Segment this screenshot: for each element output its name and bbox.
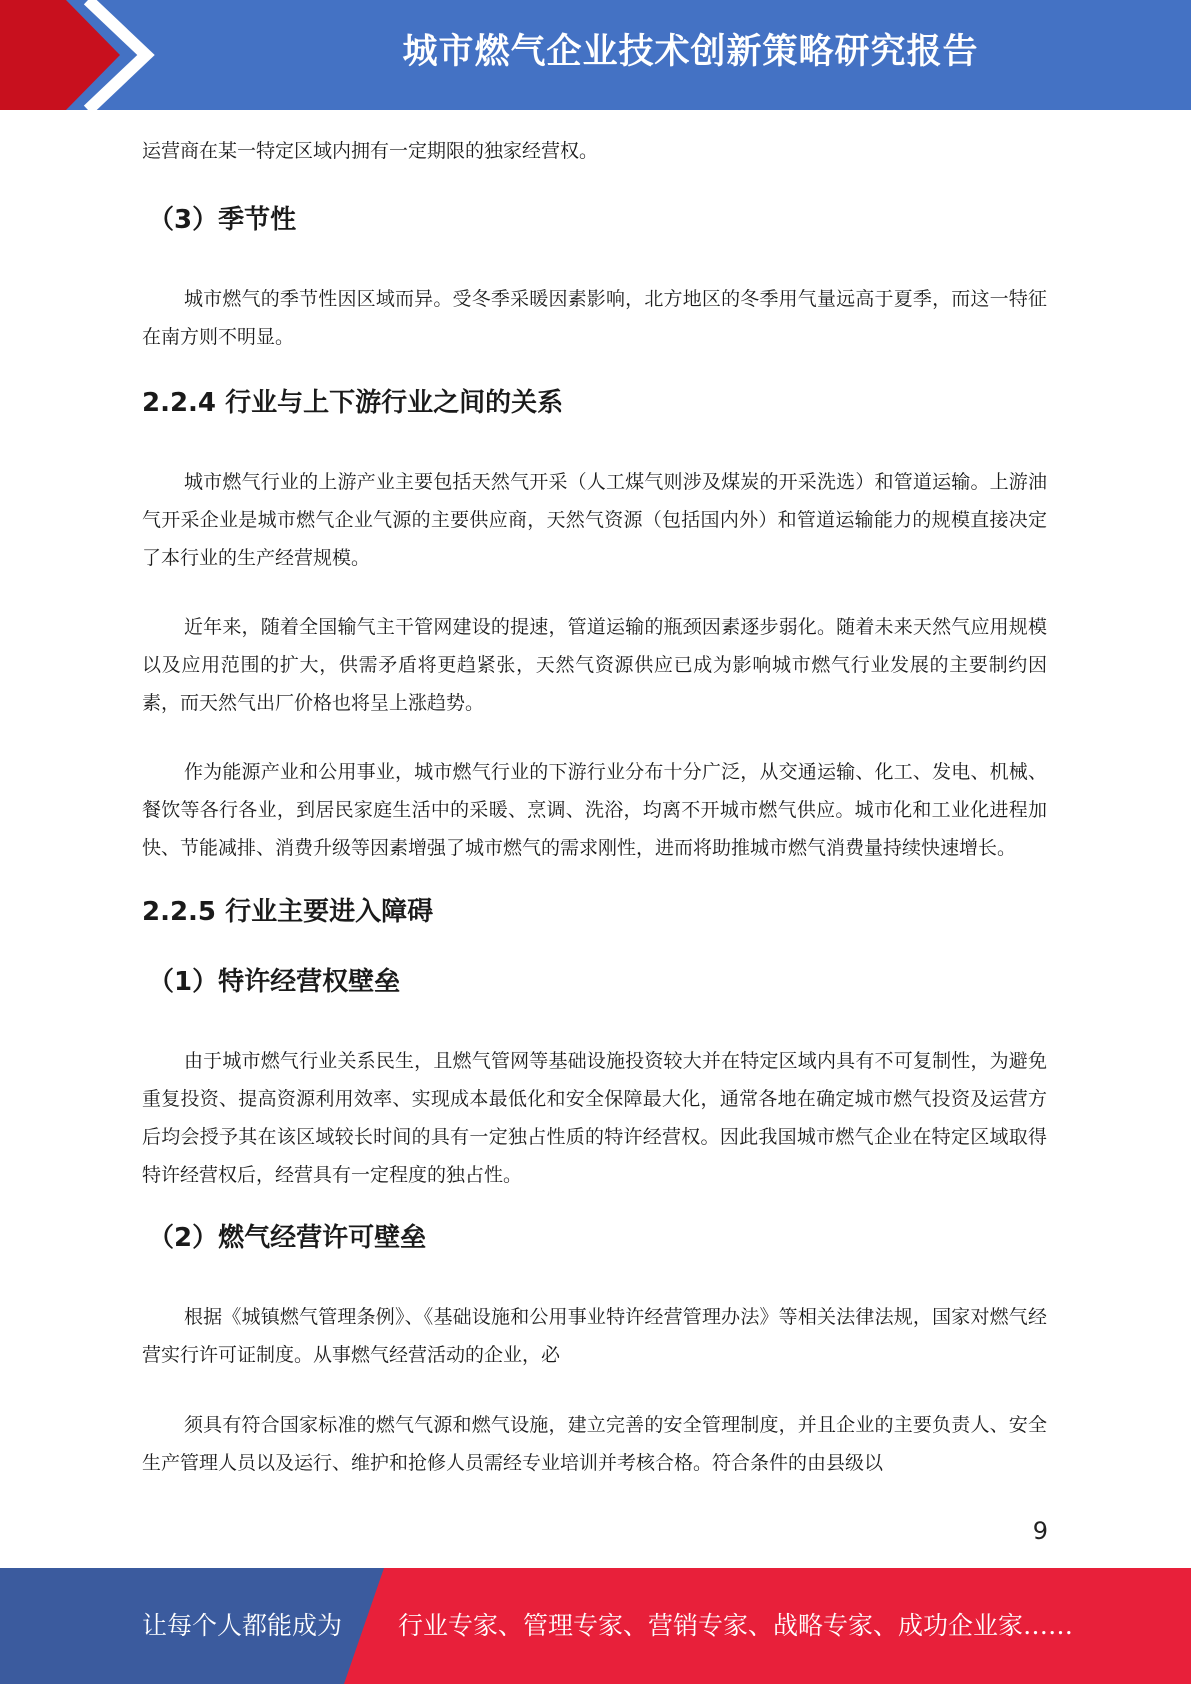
paragraph-seasonality: 城市燃气的季节性因区域而异。受冬季采暖因素影响，北方地区的冬季用气量远高于夏季，而这一特征在南方则不明显。 (142, 288, 1047, 348)
paragraph-recent-years: 近年来，随着全国输气主干管网建设的提速，管道运输的瓶颈因素逐步弱化。随着未来天然气应用规模以及应用范围的扩大，供需矛盾将更趋紧张，天然气资源供应已成为影响城市燃气行业发展的主要制约因素，而天然气出厂价格也将呈上涨趋势。 (142, 616, 1047, 714)
paragraph-license-1: 根据《城镇燃气管理条例》、《基础设施和公用事业特许经营管理办法》等相关法律法规，国家对燃气经营实行许可证制度。从事燃气经营活动的企业，必 (142, 1306, 1047, 1366)
page-header (0, 0, 1191, 110)
heading-2-2-4: 2.2.4 行业与上下游行业之间的关系 (142, 388, 564, 418)
report-title: 城市燃气企业技术创新策略研究报告 (402, 32, 979, 72)
heading-franchise-barrier: （1）特许经营权壁垒 (148, 967, 401, 997)
paragraph-continued: 运营商在某一特定区域内拥有一定期限的独家经营权。 (142, 140, 599, 162)
page-number: 9 (1032, 1517, 1048, 1545)
header-arrow-decoration (0, 0, 160, 110)
paragraph-franchise: 由于城市燃气行业关系民生，且燃气管网等基础设施投资较大并在特定区域内具有不可复制性，为避免重复投资、提高资源利用效率、实现成本最低化和安全保障最大化，通常各地在确定城市燃气投资及运营方后均会授予其在该区域较长时间的具有一定独占性质的特许经营权。因此我国城市燃气企业在特定区域取得特许经营权后，经营具有一定程度的独占性。 (142, 1050, 1047, 1186)
paragraph-downstream: 作为能源产业和公用事业，城市燃气行业的下游行业分布十分广泛，从交通运输、化工、发电、机械、餐饮等各行各业，到居民家庭生活中的采暖、烹调、洗浴，均离不开城市燃气供应。城市化和工业化进程加快、节能减排、消费升级等因素增强了城市燃气的需求刚性，进而将助推城市燃气消费量持续快速增长。 (142, 761, 1047, 859)
page-content (142, 132, 1047, 1482)
footer-slogan-right: 行业专家、管理专家、营销专家、战略专家、成功企业家…… (398, 1611, 1074, 1640)
paragraph-upstream: 城市燃气行业的上游产业主要包括天然气开采（人工煤气则涉及煤炭的开采洗选）和管道运输。上游油气开采企业是城市燃气企业气源的主要供应商，天然气资源（包括国内外）和管道运输能力的规模直接决定了本行业的生产经营规模。 (142, 471, 1047, 569)
paragraph-license-2: 须具有符合国家标准的燃气气源和燃气设施，建立完善的安全管理制度，并且企业的主要负责人、安全生产管理人员以及运行、维护和抢修人员需经专业培训并考核合格。符合条件的由县级以 (142, 1414, 1047, 1474)
heading-2-2-5: 2.2.5 行业主要进入障碍 (142, 897, 434, 927)
footer-slogan-left: 让每个人都能成为 (142, 1611, 343, 1640)
heading-seasonality: （3）季节性 (148, 205, 297, 235)
page-footer (0, 1568, 1191, 1684)
heading-license-barrier: （2）燃气经营许可壁垒 (148, 1223, 427, 1253)
